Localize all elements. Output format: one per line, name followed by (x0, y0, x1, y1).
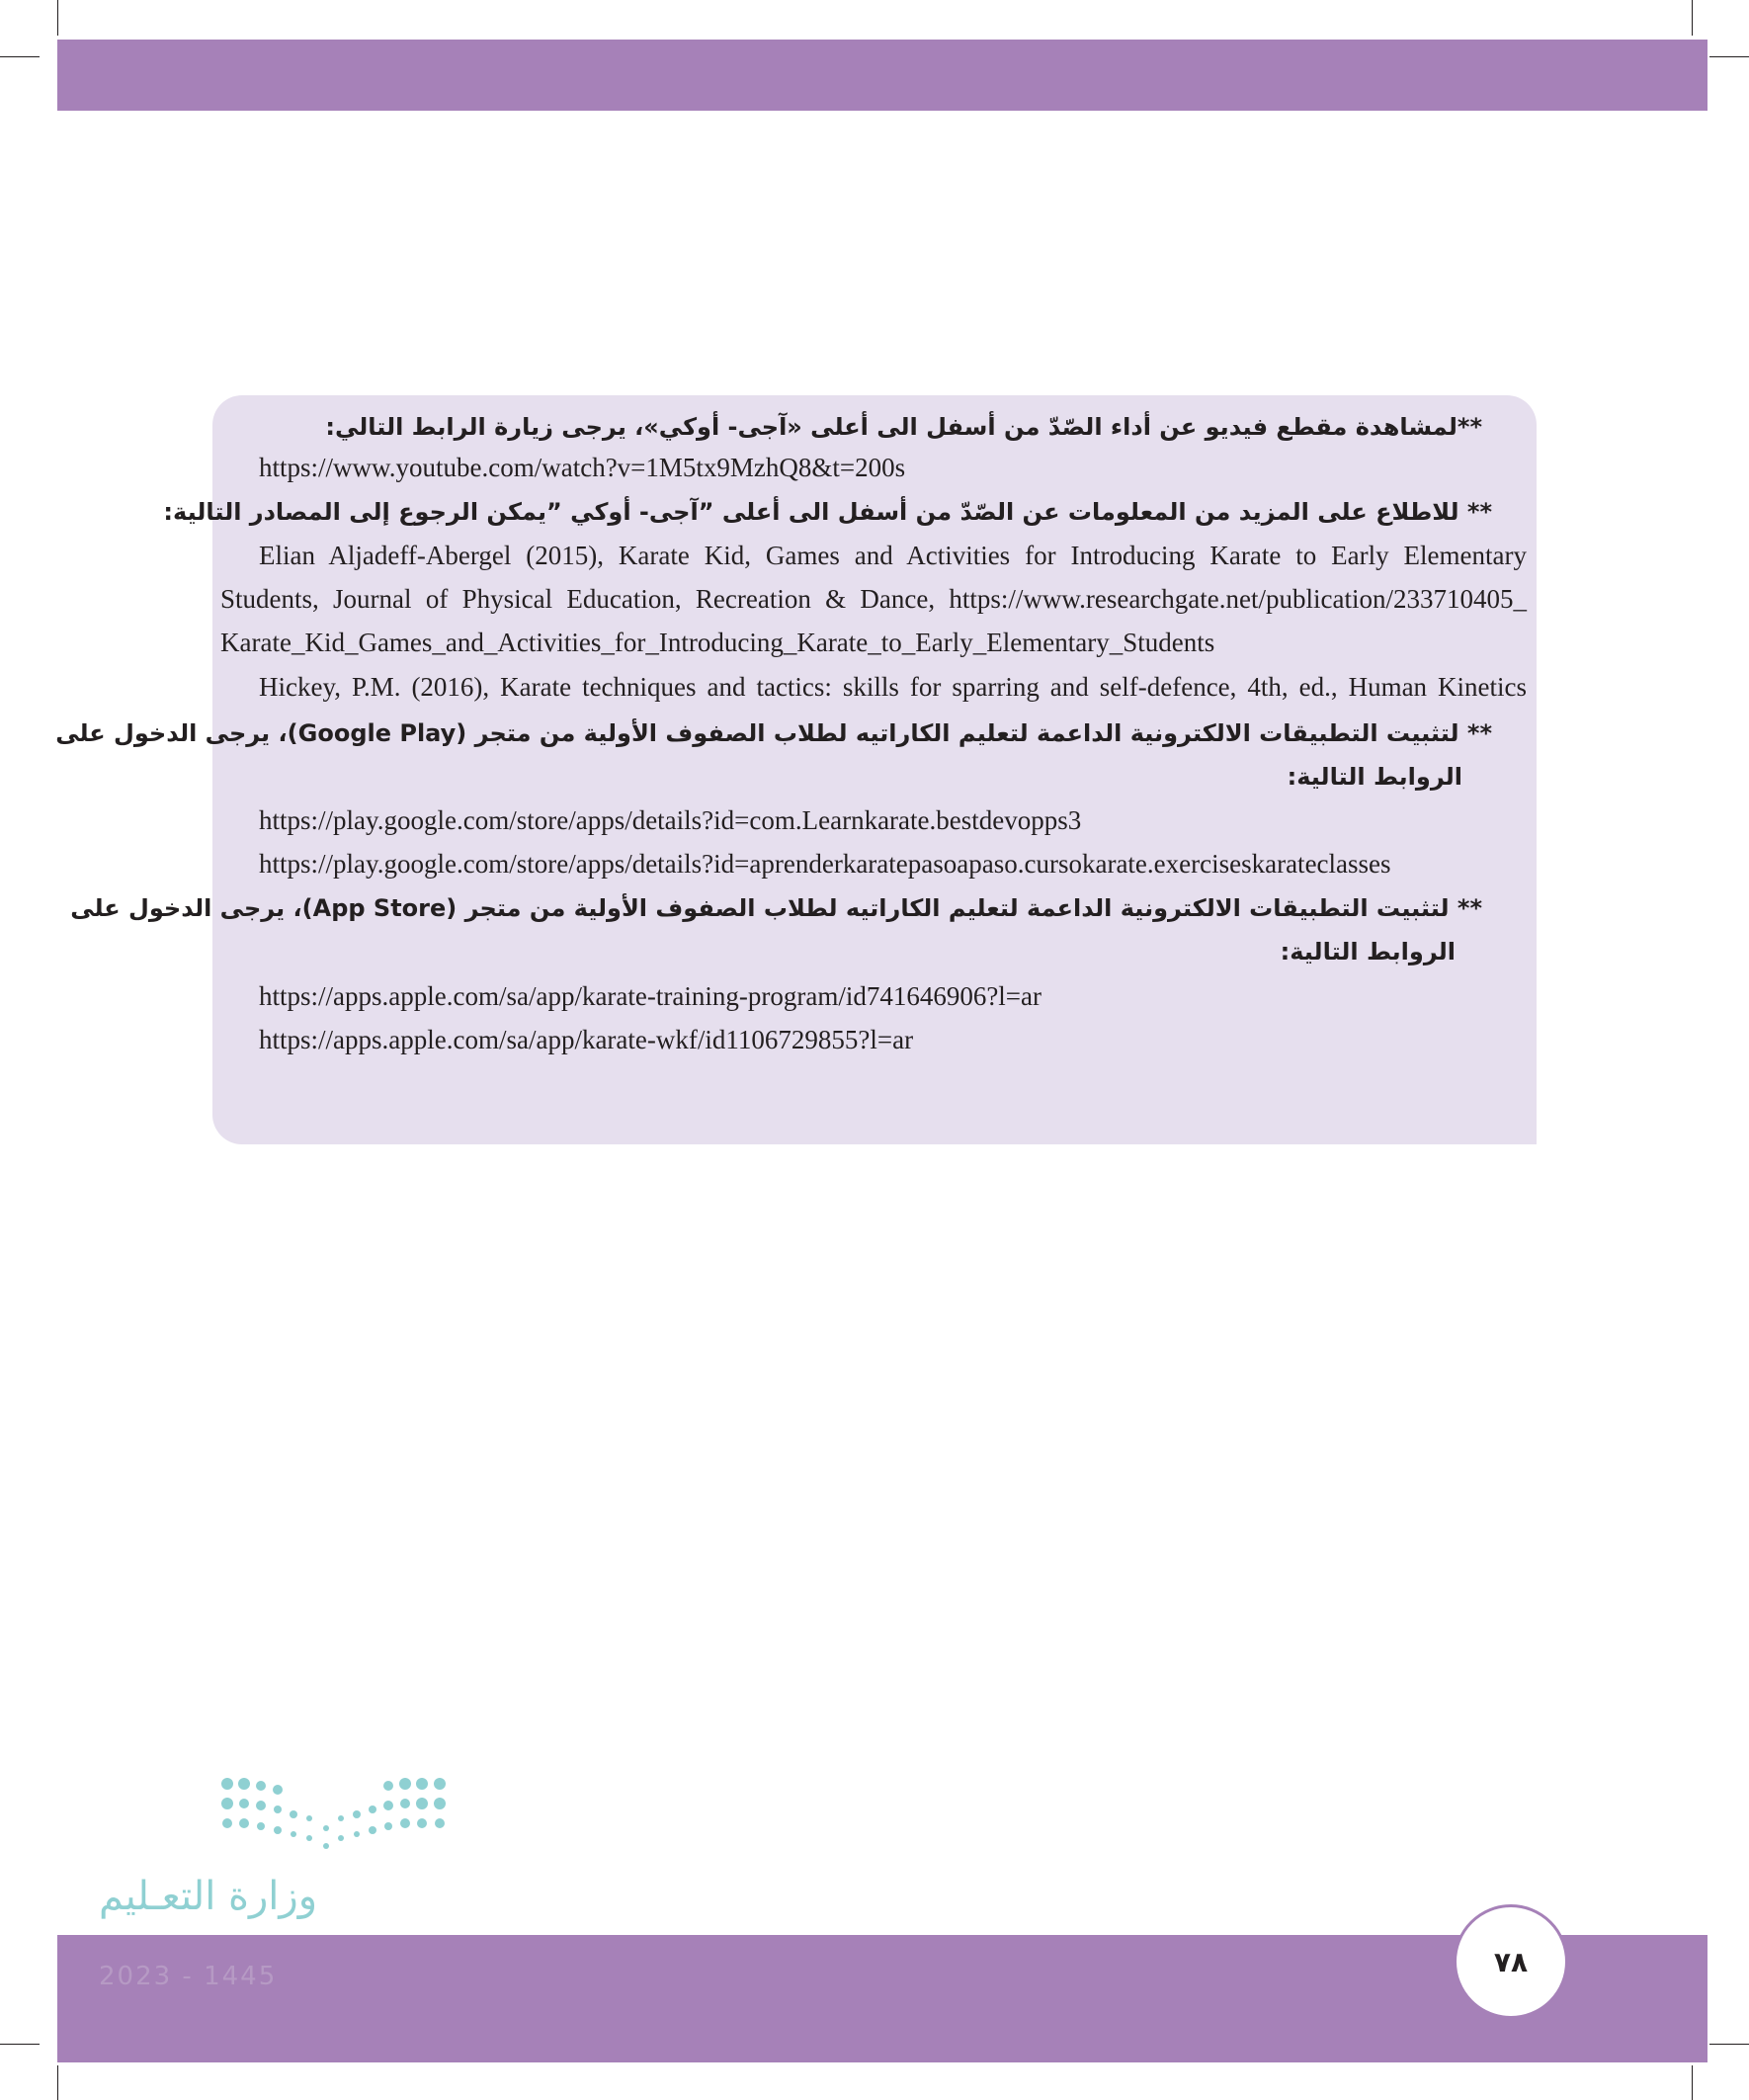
header-band (57, 40, 1707, 111)
crop-mark (57, 0, 58, 36)
app-store-link-2[interactable]: https://apps.apple.com/sa/app/karate-wkf/id1106729855?l=ar (259, 1025, 914, 1054)
page-number-badge (1454, 1904, 1568, 2019)
youtube-link[interactable]: https://www.youtube.com/watch?v=1M5tx9MzhQ8&t=200s (259, 453, 906, 482)
crop-mark (0, 56, 40, 57)
google-play-link-1[interactable]: https://play.google.com/store/apps/details?id=com.Learnkarate.bestdevopps3 (259, 805, 1082, 835)
crop-mark (1709, 56, 1749, 57)
crop-mark (1709, 2044, 1749, 2045)
app-store-link-1[interactable]: https://apps.apple.com/sa/app/karate-training-program/id741646906?l=ar (259, 981, 1042, 1011)
ministry-name: وزارة التعـليم (99, 1874, 318, 1919)
crop-mark (1692, 2065, 1693, 2100)
google-play-intro-text: ** لتثبيت التطبيقات الالكترونية الداعمة لتعليم الكاراتيه لطلاب الصفوف الأولية من متجر (Google Play)، يرجى الدخول على (55, 719, 1492, 747)
reference-1-line-1: Elian Aljadeff-Abergel (2015), Karate Kid, Games and Activities for Introducing Karate to Early Elementary (259, 541, 1527, 570)
reference-2: Hickey, P.M. (2016), Karate techniques and tactics: skills for sparring and self-defence, 4th, ed., Human Kinetics (259, 672, 1527, 702)
google-play-intro-cont: الروابط التالية: (1287, 763, 1462, 791)
crop-mark (0, 2044, 40, 2045)
google-play-link-2[interactable]: https://play.google.com/store/apps/details?id=aprenderkaratepasoapaso.cursokarate.exerciseskarateclasses (259, 849, 1391, 879)
app-store-intro-text: ** لتثبيت التطبيقات الالكترونية الداعمة لتعليم الكاراتيه لطلاب الصفوف الأولية من متجر (App Store)، يرجى الدخول على (70, 894, 1482, 922)
ministry-year: 2023 - 1445 (99, 1962, 278, 1991)
reference-1-line-3[interactable]: Karate_Kid_Games_and_Activities_for_Introducing_Karate_to_Early_Elementary_Students (220, 628, 1215, 657)
sources-intro-text: ** للاطلاع على المزيد من المعلومات عن الصّدّ من أسفل الى أعلى ”آجى- أوكي ”يمكن الرجوع إلى المصادر التالية: (163, 498, 1492, 526)
crop-mark (1692, 0, 1693, 36)
page-number: ٧٨ (1493, 1945, 1529, 1978)
reference-1-line-2[interactable]: Students, Journal of Physical Education, Recreation & Dance, https://www.researchgate.net/publication/233710405_ (220, 584, 1527, 614)
app-store-intro-cont: الروابط التالية: (1280, 938, 1456, 966)
crop-mark (57, 2065, 58, 2100)
video-intro-text: **لمشاهدة مقطع فيديو عن أداء الصّدّ من أسفل الى أعلى «آجى- أوكي»، يرجى زيارة الرابط التالي: (325, 413, 1482, 441)
